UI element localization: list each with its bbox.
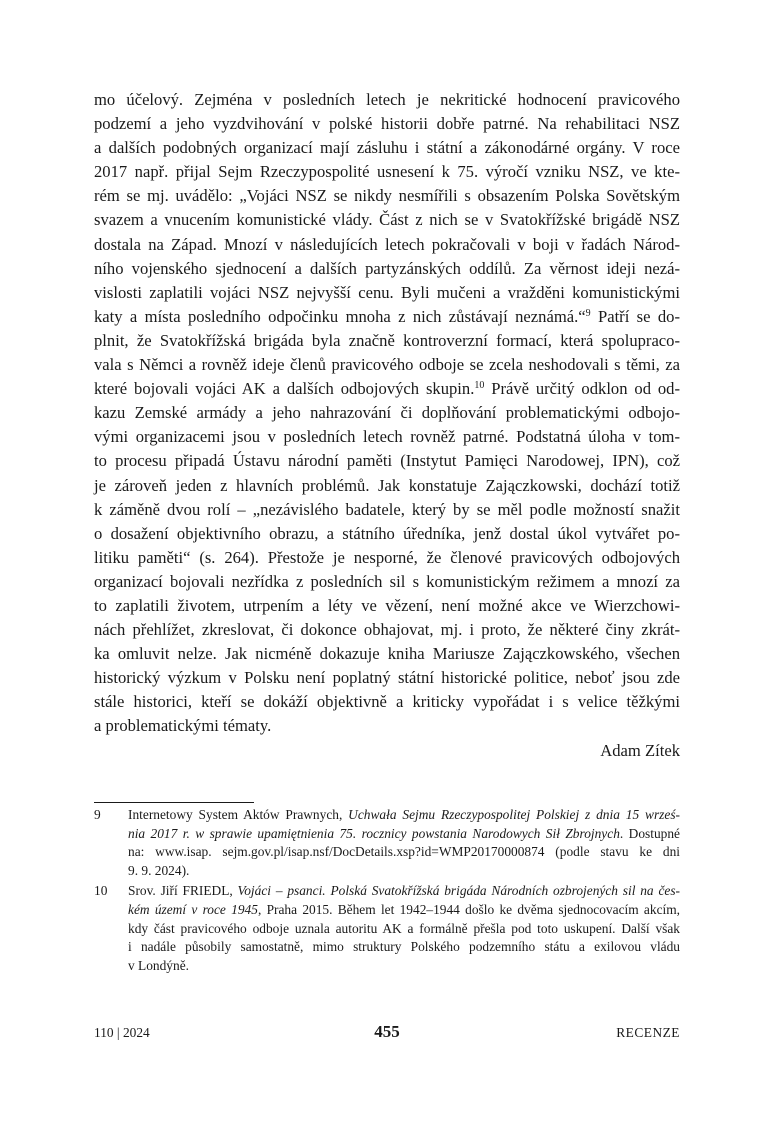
text-line: mo účelový. Zejména v posledních letech je nekritické hodnocení pravicového — [94, 90, 680, 109]
text-line: rém se mj. uvádělo: „Vojáci NSZ se nikdy nesmířili s obsazením Polska Sovětským — [94, 186, 680, 206]
text-line: organizací bojovali nezřídka z posledních sil s komunistickým režimem a mnozí za — [94, 571, 680, 591]
cited-title: nia 2017 r. w sprawie upamiętnienia 75. rocznicy powstania Narodowych Sił Zbrojnych — [128, 825, 620, 841]
footnote-line — [128, 901, 680, 920]
author-signature: Adam Zítek — [600, 740, 680, 760]
text-line: historický výzkum v Polsku není poplatný státní historické politice, neboť jsou zde — [94, 668, 680, 688]
footnote-line — [128, 825, 680, 844]
footnote-line: 9. 9. 2024). — [128, 862, 190, 878]
text-line: to zaplatili životem, utrpením a léty ve vězení, není možné akce ve Wierzchowi- — [94, 595, 680, 615]
footnote-line — [128, 806, 680, 825]
footnote-number: 9 — [94, 807, 101, 822]
text-line: a problematickými tématy. — [94, 716, 272, 736]
issue-label: 110 | 2024 — [94, 1025, 150, 1040]
footnote-line: v Londýně. — [128, 957, 189, 973]
text-line: podzemí a jeho vyzdvihování v polské historii dobře patrné. Na rehabilitaci NSZ — [94, 114, 680, 134]
page-footer — [94, 1022, 680, 1046]
text-fragment: . Dostupné — [619, 825, 680, 841]
page-number: 455 — [374, 1022, 400, 1041]
text-fragment: Srov. Jiří FRIEDL, — [128, 883, 238, 899]
text-line — [94, 305, 680, 329]
section-label: RECENZE — [616, 1025, 680, 1040]
text-fragment: Právě určitý odklon od od- — [484, 379, 680, 399]
footnote-divider — [94, 802, 254, 803]
text-line: o dosažení objektivního obrazu, a státního úředníka, jenž dostal úkol vytvářet po- — [94, 523, 680, 543]
text-line: to procesu připadá Ústavu národní paměti (Instytut Pamięci Narodowej, IPN), což — [94, 451, 680, 471]
footnote-line: i nadále působily samostatně, mimo struktury Polského podzemního státu a exilovou vládu — [128, 939, 680, 955]
footnote-line — [128, 882, 680, 901]
cited-title: Vojáci – psanci. Polská Svatokřížská brigáda Národních ozbrojených sil na čes- — [237, 883, 680, 899]
article-body — [94, 88, 680, 763]
text-line: stále historici, kteří se dokáží objektivně a kriticky vypořádat i s velice těžkými — [94, 692, 680, 712]
text-line: k záměně dvou rolí – „nezávislého badatele, který by se měl podle možností snažit — [94, 499, 680, 519]
text-line: svazem a vnucením komunistické vlády. Část z nich se v Svatokřížské brigádě NSZ — [94, 210, 680, 230]
text-line: ka omluvit nelze. Jak nicméně dokazuje kniha Mariusze Zajączkowského, všechen — [94, 644, 680, 664]
text-fragment: katy a místa posledního odpočinku mnoha z nich zůstávají neznámá.“ — [94, 306, 586, 326]
text-fragment: Patří se do- — [590, 306, 680, 326]
text-line: dostala na Západ. Mnozí v následujících letech pokračovali v boji v řadách Národ- — [94, 234, 680, 254]
cited-title: Uchwała Sejmu Rzeczypospolitej Polskiej z dnia 15 wrześ- — [348, 807, 680, 822]
footnote-line[interactable]: na: www.isap. sejm.gov.pl/isap.nsf/DocDetails.xsp?id=WMP20170000874 (podle stavu ke dni — [128, 844, 680, 860]
footnote-9 — [94, 806, 680, 880]
text-fragment: které bojovali vojáci AK a dalších odbojových skupin. — [94, 379, 475, 399]
text-fragment: , Praha 2015. Během let 1942–1944 došlo ke dvěma sjednocovacím akcím, — [257, 901, 680, 917]
footnote-line: kdy část pravicového odboje uznala autoritu AK a formálně přešla pod toto uskupení. Další však — [128, 920, 680, 936]
footnote-number: 10 — [94, 883, 108, 899]
cited-title: kém území v roce 1945 — [128, 901, 258, 917]
text-line — [94, 377, 680, 401]
text-line: litiku paměti“ (s. 264). Přestože je nesporné, že členové pravicových odbojových — [94, 547, 680, 567]
text-line: nách přehlížet, zkreslovat, či dokonce obhajovat, mj. i proto, že některé činy zkrát- — [94, 620, 680, 640]
text-line: vala s Němci a rovněž ideje členů pravicového odboje se zcela neshodovali s těmi, za — [94, 355, 680, 375]
text-line: 2017 např. přijal Sejm Rzeczypospolité usnesení k 75. výročí vzniku NSZ, ve kte- — [94, 162, 680, 182]
text-line: kazu Zemské armády a jeho nahrazování či doplňování problematickými odbojo- — [94, 403, 680, 423]
text-fragment: Internetowy System Aktów Prawnych, — [128, 807, 349, 822]
footnote-10 — [94, 882, 680, 975]
text-line: vými organizacemi jsou v posledních letech rovněž patrné. Podstatná úloha v tom- — [94, 427, 680, 447]
text-line: plnit, že Svatokřížská brigáda byla značně kontroverzní formací, která spolupraco- — [94, 330, 680, 350]
footnote-reference-9[interactable]: 9 — [585, 307, 591, 319]
text-line: a dalších podobných organizací mají zásluhu i státní a zákonodárné orgány. V roce — [94, 138, 680, 158]
text-line: vislosti zaplatili vojáci NSZ nejvyšší cenu. Byli mučeni a vražděni komunistickými — [94, 282, 680, 302]
footnote-reference-10[interactable]: 10 — [474, 380, 485, 392]
text-line: ního vojenského sjednocení a dalších partyzánských oddílů. Za věrnost ideji nezá- — [94, 258, 680, 278]
text-line: je zároveň jeden z hlavních problémů. Jak konstatuje Zajączkowski, dochází totiž — [94, 475, 680, 495]
footnotes-section — [94, 806, 680, 977]
